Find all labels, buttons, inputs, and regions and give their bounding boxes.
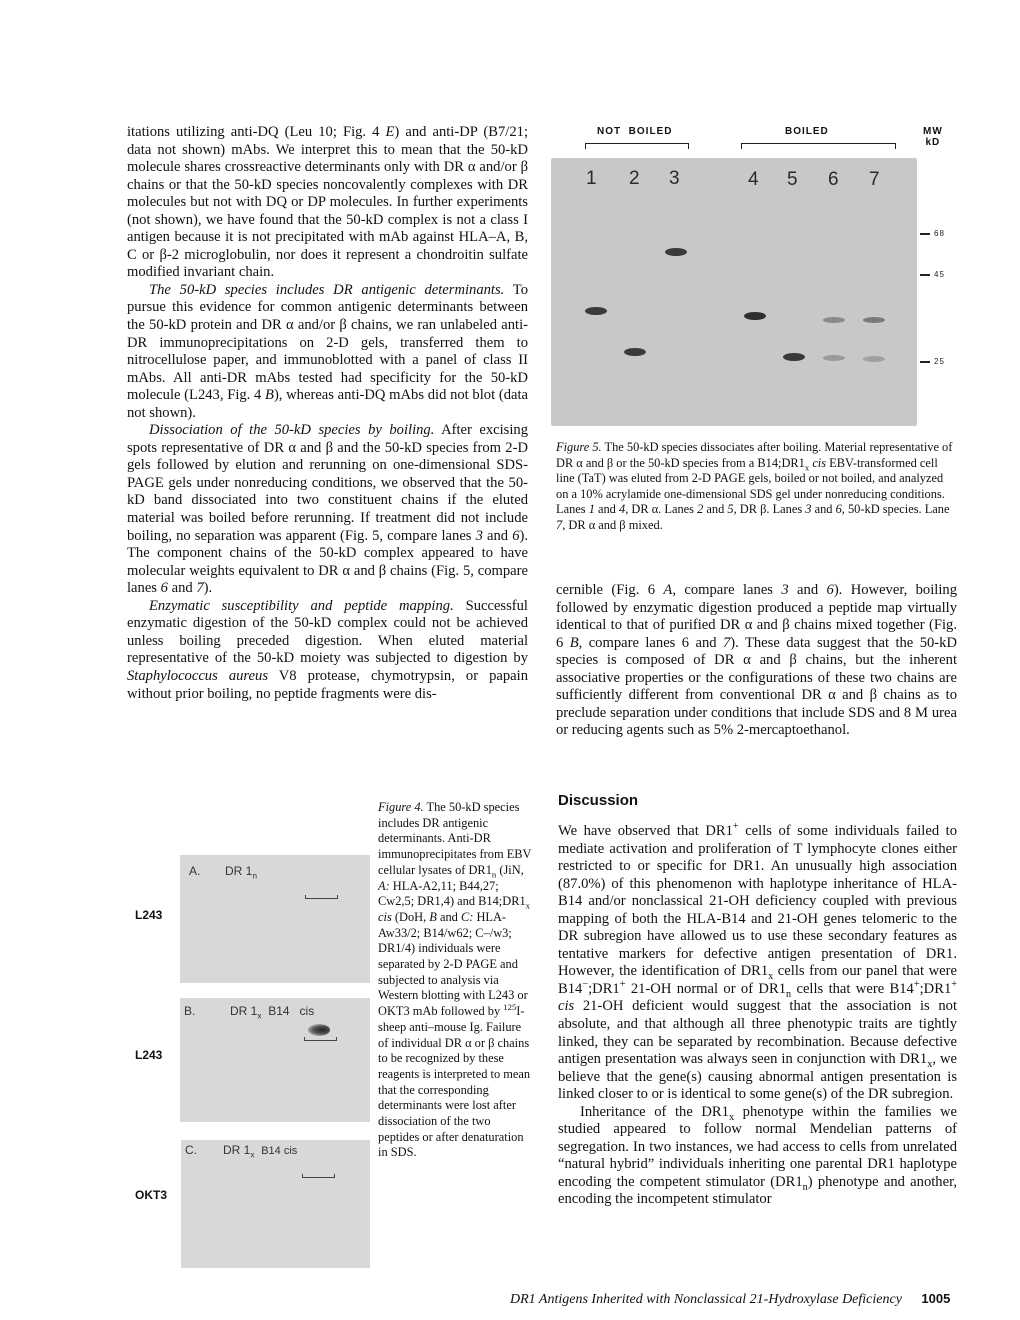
band-lane6-upper [823,317,845,323]
figure-4-caption [378,800,532,1161]
lane-number: 6 [828,169,839,190]
spot-position-bracket [304,1037,337,1041]
lane-number: 2 [629,168,640,189]
blot-panel-c [181,1140,370,1268]
figure-5-caption-text: The 50-kD species dissociates after boiling. Material representative of DR α and β or the 50-kD species from a $B14;DR1_x$ cis EBV-transformed cell line (TaT) was eluted from 2-D PAGE gels, boiled or not boiled, and analyzed on a 10% acrylamide one-dimensional SDS gel under nonreducing conditions. Lanes 1 and 4, DR α. Lanes 2 and 5, DR β. Lanes 3 and 6, 50-kD species. Lane 7, DR α and β mixed. [556,440,953,532]
lane-number: 3 [669,168,680,189]
spot-position-bracket [302,1174,335,1178]
figure-5-caption [556,440,958,534]
antibody-label-l243-a: L243 [135,908,163,922]
band-lane2-dr-beta [624,348,646,356]
paragraph-50kd-dr-determinants: The 50-kD species includes DR antigenic determinants. To pursue this evidence for common antigenic determinants between the 50-kD protein and DR α and/or β chains, we ran unlabeled anti-DR immunoprecipitations on 2-D gels, transferred them to nitrocellulose paper, and immunoblotted with a panel of class II mAbs. All anti-DR mAbs tested had specificity for the 50-kD molecule (L243, Fig. 4 B), whereas anti-DQ mAbs did not blot (data not shown). [127,281,529,421]
panel-c-title: DR $1_x$ B14 cis [223,1143,298,1160]
band-lane5-dr-beta [783,353,805,361]
spot-position-bracket [305,895,338,899]
discussion-heading: Discussion [558,792,639,809]
figure-4 [120,840,370,1280]
band-lane3-50kd [665,248,687,256]
panel-a-title: DR $1_n$ [225,864,258,881]
lane-number: 4 [748,169,759,190]
discussion-section [558,792,957,1209]
band-lane6-lower [823,355,845,361]
left-column-text [127,124,528,703]
figure-5 [550,118,970,558]
band-lane4-dr-alpha [744,312,766,320]
running-title: DR1 Antigens Inherited with Nonclassical 21-Hydroxylase Deficiency [510,1292,902,1307]
gel-image [551,158,917,426]
blot-panel-a [180,855,370,983]
boiled-label: BOILED [785,126,829,137]
band-lane7-lower [863,356,885,362]
discussion-paragraph-1: We have observed that DR1+ cells of some individuals failed to mediate activation and proliferation of T lymphocyte clones either restricted to or specific for DR1. An unusually high association (87.0%) of this phenomenon with haplotype inheritance of HLA-B14 and/or nonclassical 21-OH deficiency coupled with previous mapping of both the HLA-B14 and 21-OH genes telomeric to the DR subregion have allowed us to use these secondary features as tentative markers for defective antigen presentation of DR1. However, the identification of $DR1_x$ cells from our panel that were B14−;DR1+ 21-OH normal or of $DR1_n$ cells that were B14+;DR1+ cis 21-OH deficient would suggest that the association is not absolute, and that although all three phenotypic traits are tightly linked, they can be separated by recombination. Because defective antigen presentation was always seen in conjunction with $DR1_x$, we believe that the gene(s) causing abnormal antigen presentation is linked closer to or is identical to some gene(s) of the DR subregion. [558,821,958,1103]
blot-panel-b [180,998,370,1122]
antibody-label-okt3: OKT3 [135,1188,168,1202]
not-boiled-label: NOT BOILED [597,126,673,137]
figure-5-label: Figure 5. [556,440,602,454]
page-footer [510,1291,950,1308]
mw-header [923,126,943,148]
band-lane7-upper [863,317,885,323]
mw-marker-25: 25 [934,357,945,366]
page-number: 1005 [921,1291,951,1306]
discussion-body [558,823,957,1209]
paragraph-dissociation-boiling: Dissociation of the 50-kD species by boiling. After excising spots representative of DR α and β and the 50-kD species from 2-D gels followed by elution and rerunning on one-dimensional SDS-PAGE gels under nonreducing conditions, we observed that the 50-kD band dissociated into two constituent chains if the eluted material was boiled before rerunning. If treatment did not include boiling, no separation was apparent (Fig. 5, compare lanes 3 and 6). The component chains of the 50-kD complex appeared to have molecular weights equivalent to DR α and β chains (Fig. 5, compare lanes 6 and 7). [127,422,529,597]
lane-number: 7 [869,169,880,190]
mw-tick-68 [920,233,930,235]
panel-letter-b: B. [184,1004,196,1018]
paragraph-enzymatic-susceptibility: Enzymatic susceptibility and peptide mapping. Successful enzymatic digestion of the 50-kD complex could not be achieved unless boiling preceded digestion. When eluted material representative of the 50-kD moiety was subjected to digestion by Staphylococcus aureus V8 protease, chymotrypsin, or papain without prior boiling, no peptide fragments were dis- [127,597,528,702]
right-column-upper-text [556,582,957,740]
paragraph: itations utilizing anti-DQ (Leu 10; Fig. 4 E) and anti-DP (B7/21; data not shown) mAbs. We interpret this to mean that the 50-kD molecule shares crossreactive determinants only with DR α and/or β chains or that the 50-kD species noncovalently complexes with DR molecules but not with DQ or DP molecules. In further experiments (not shown), we have found that the 50-kD complex is not a class I antigen because it is not precipitated with mAb against HLA–A, B, C or β-2 microglobulin, nor does it represent a chondroitin sulfate modified invariant chain. [127,124,528,281]
lane-number: 1 [586,168,597,189]
mw-tick-25 [920,361,930,363]
panel-letter-a: A. [189,864,201,878]
figure-4-label: Figure 4. [378,800,424,814]
mw-marker-45: 45 [934,270,945,279]
discussion-paragraph-2: Inheritance of the $DR1_x$ phenotype within the families we studied appeared to follow normal Mendelian patterns of segregation. In two instances, we had access to cells from unrelated “natural hybrid” individuals inheriting one parental DR1 haplotype encoding the competent stimulator $(DR1_n)$ phenotype and another, encoding the incompetent stimulator [558,1103,957,1208]
band-lane1-dr-alpha [585,307,607,315]
figure-4-caption-text: The 50-kD species includes DR antigenic determinants. Anti-DR immunoprecipitates from EBV cellular lysates of $DR1_n$ (JiN, A: HLA-A2,11; B44,27; Cw2,5; DR1,4) and $B14;DR1_x$ cis (DoH, B and C: HLA-Aw33/2; B14/w62; C–/w3; DR1/4) individuals were separated by 2-D PAGE and subjected to analysis via Western blotting with L243 or OKT3 mAb followed by $^{125}$I-sheep anti–mouse Ig. Failure of individual DR α or β chains to be recognized by these reagents is interpreted to mean that the corresponding determinants were lost after dissociation of the two peptides or after denaturation in SDS. [378,800,532,1160]
lane-number: 5 [787,169,798,190]
blot-spot-50kd [308,1024,330,1036]
paragraph-continuation: cernible (Fig. 6 A, compare lanes 3 and 6). However, boiling followed by enzymatic digestion produced a peptide map virtually identical to that of purified DR α and β chains mixed together (Fig. 6 B, compare lanes 6 and 7). These data suggest that the 50-kD species is composed of DR α and β chains, but the inherent associative properties or the configurations of these two chains are sufficiently different from conventional DR α and β chains as to preclude separation under conditions that include SDS and 8 M urea or reducing agents such as 5% 2-mercaptoethanol. [556,582,957,739]
panel-letter-c: C. [185,1143,197,1157]
panel-b-title: DR $1_x$ B14 cis [230,1004,315,1021]
kd-label: kD [925,137,941,148]
mw-marker-68: 68 [934,229,945,238]
antibody-label-l243-b: L243 [135,1048,163,1062]
not-boiled-bracket [585,143,689,149]
boiled-bracket [741,143,896,149]
mw-label: MW [923,126,943,137]
mw-tick-45 [920,274,930,276]
